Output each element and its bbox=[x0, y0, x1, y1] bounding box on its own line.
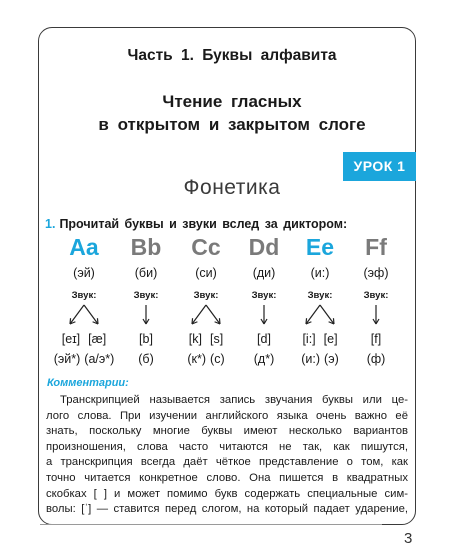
comment-line: скобках [ ] и может помимо букв содержать специальные сим- bbox=[46, 487, 408, 500]
ipa-symbol: [æ] bbox=[88, 332, 107, 346]
sound-label: Звук: bbox=[193, 290, 219, 301]
footer-rule bbox=[40, 524, 382, 525]
russian-transcription bbox=[346, 352, 406, 366]
ru-sound: (с) bbox=[210, 352, 225, 366]
exercise-instruction bbox=[45, 217, 347, 231]
ipa-symbol: [f] bbox=[370, 332, 382, 346]
ipa-transcription bbox=[170, 332, 242, 346]
letter-name: (эф) bbox=[363, 266, 389, 280]
arrow-icon bbox=[116, 302, 176, 333]
ru-sound: (и:) bbox=[301, 352, 321, 366]
letter-name: (си) bbox=[195, 266, 217, 280]
arrow-icon bbox=[176, 302, 236, 333]
page-number: 3 bbox=[404, 530, 413, 547]
letter-name: (и:) bbox=[310, 266, 330, 280]
ipa-symbol: [b] bbox=[139, 332, 153, 346]
ru-sound: (эй*) bbox=[53, 352, 81, 366]
sound-label: Звук: bbox=[251, 290, 277, 301]
letter-glyph: Bb bbox=[130, 234, 162, 260]
instruction-text: Прочитай буквы и звуки вслед за диктором: bbox=[59, 217, 348, 231]
russian-transcription bbox=[170, 352, 242, 366]
comment-line: точно читается конкретное слово. Она пишется в квадратных bbox=[46, 471, 408, 484]
ru-sound: (а/э*) bbox=[84, 352, 115, 366]
ru-sound: (к*) bbox=[187, 352, 207, 366]
ru-sound: (д*) bbox=[253, 352, 275, 366]
letter-name: (ди) bbox=[252, 266, 276, 280]
comment-label: Комментарии: bbox=[47, 377, 129, 389]
ipa-transcription bbox=[116, 332, 176, 346]
sound-label: Звук: bbox=[133, 290, 159, 301]
comment-line: произношения, слова часто читаются не так, как пишутся, bbox=[46, 440, 408, 453]
ru-sound: (э) bbox=[324, 352, 339, 366]
letter-name: (эй) bbox=[73, 266, 95, 280]
arrow-icon bbox=[54, 302, 114, 333]
ipa-transcription bbox=[48, 332, 120, 346]
arrow-icon bbox=[290, 302, 350, 333]
arrow-icon bbox=[234, 302, 294, 333]
subtitle-line-1: Чтение гласных bbox=[162, 92, 302, 111]
arrow-icon bbox=[346, 302, 406, 333]
letter-glyph: Cc bbox=[191, 234, 221, 260]
comment-line: Транскрипцией называется запись звучания буквы или це- bbox=[60, 394, 408, 406]
letter-glyph: Ee bbox=[305, 234, 335, 260]
part-title: Часть 1. Буквы алфавита bbox=[127, 47, 337, 64]
comment-line: лого слова. При изучении английского языка очень важно её bbox=[46, 409, 408, 422]
letter-name: (би) bbox=[134, 266, 158, 280]
comment-line: знать, поскольку многие буквы имеют несколько вариантов bbox=[46, 425, 408, 438]
letter-glyph: Ff bbox=[365, 234, 387, 260]
exercise-number: 1. bbox=[45, 217, 56, 231]
sound-label: Звук: bbox=[71, 290, 97, 301]
ipa-symbol: [i:] bbox=[302, 332, 316, 346]
comment-line: волы: [ˈ] — ставится перед слогом, на который падает ударение, bbox=[46, 503, 408, 516]
sound-label: Звук: bbox=[307, 290, 333, 301]
letter-glyph: Aa bbox=[69, 234, 99, 260]
russian-transcription bbox=[116, 352, 176, 366]
ipa-transcription bbox=[346, 332, 406, 346]
comment-body bbox=[46, 393, 408, 518]
ru-sound: (б) bbox=[138, 352, 154, 366]
sound-label: Звук: bbox=[363, 290, 389, 301]
comment-line: а транскрипция всегда даёт чёткое представление о том, как bbox=[46, 456, 408, 469]
subtitle-line-2: в открытом и закрытом слоге bbox=[98, 115, 366, 134]
russian-transcription bbox=[48, 352, 120, 366]
ipa-symbol: [d] bbox=[257, 332, 271, 346]
letter-glyph: Dd bbox=[248, 234, 280, 260]
ipa-symbol: [eɪ] bbox=[61, 332, 81, 346]
ipa-symbol: [s] bbox=[210, 332, 224, 346]
lesson-badge: УРОК 1 bbox=[343, 152, 416, 181]
ipa-symbol: [e] bbox=[323, 332, 338, 346]
section-title: Фонетика bbox=[183, 176, 281, 199]
ipa-symbol: [k] bbox=[188, 332, 202, 346]
ru-sound: (ф) bbox=[366, 352, 386, 366]
